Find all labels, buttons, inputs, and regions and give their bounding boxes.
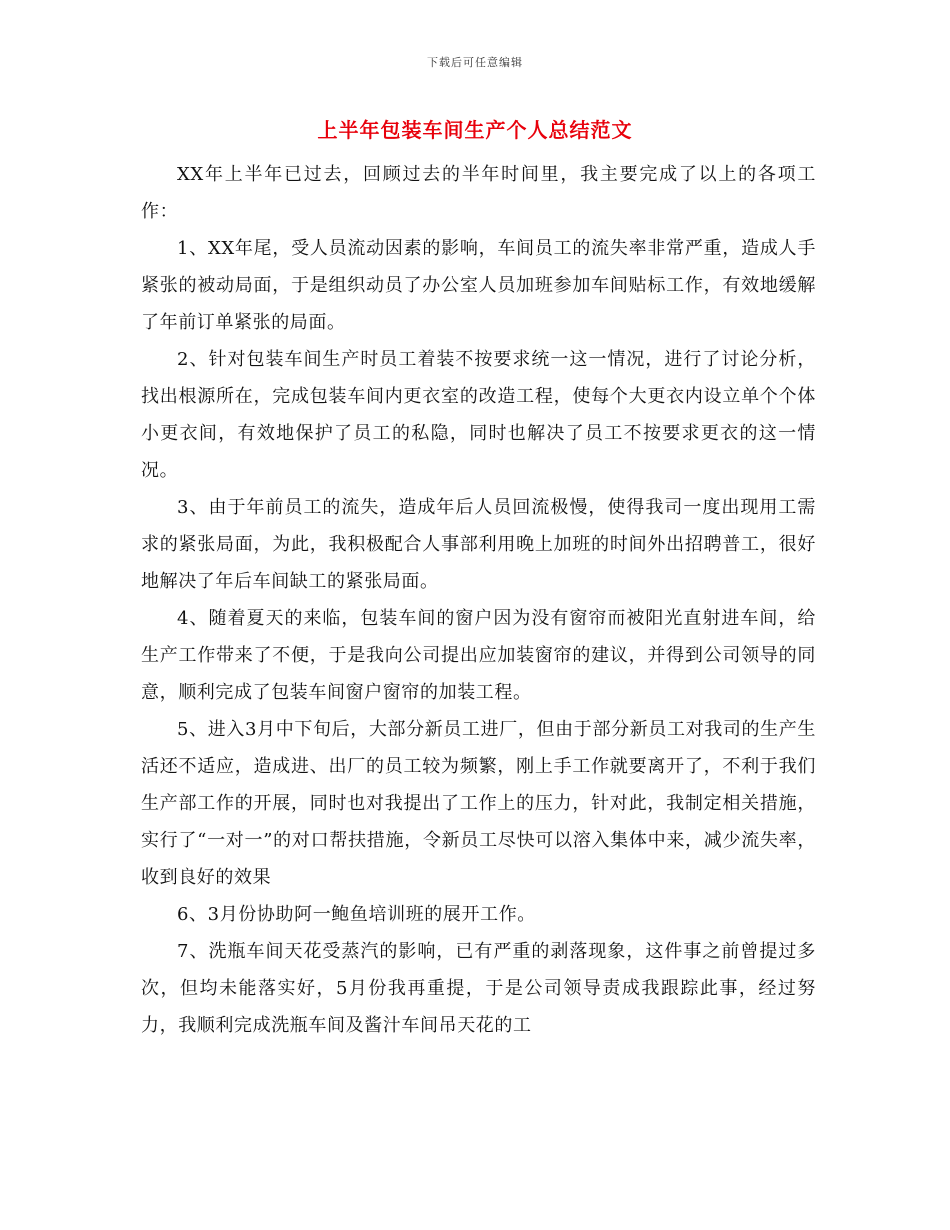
item-2-paragraph: 2、针对包装车间生产时员工着装不按要求统一这一情况，进行了讨论分析，找出根源所在，完成包装车间内更衣室的改造工程，使每个大更衣内设立单个个体小更衣间，有效地保护了员工的私隐，同时也解决了员工不按要求更衣的这一情况。	[141, 349, 816, 481]
intro-paragraph: XX年上半年已过去，回顾过去的半年时间里，我主要完成了以上的各项工作：	[141, 164, 816, 222]
document-title: 上半年包装车间生产个人总结范文	[317, 118, 633, 142]
item-5-paragraph: 5、进入3月中下旬后，大部分新员工进厂，但由于部分新员工对我司的生产生活还不适应，造成进、出厂的员工较为频繁，刚上手工作就要离开了，不利于我们生产部工作的开展，同时也对我提出了工作上的压力，针对此，我制定相关措施，实行了“一对一”的对口帮扶措施，令新员工尽快可以溶入集体中来，减少流失率，收到良好的效果	[141, 719, 816, 888]
page-header-note: 下载后可任意编辑	[427, 56, 523, 69]
item-4-paragraph: 4、随着夏天的来临，包装车间的窗户因为没有窗帘而被阳光直射进车间，给生产工作带来了不便，于是我向公司提出应加装窗帘的建议，并得到公司领导的同意，顺利完成了包装车间窗户窗帘的加装工程。	[141, 608, 816, 703]
document-body	[141, 156, 816, 1044]
item-7-paragraph: 7、洗瓶车间天花受蒸汽的影响，已有严重的剥落现象，这件事之前曾提过多次，但均未能落实好，5月份我再重提，于是公司领导责成我跟踪此事，经过努力，我顺利完成洗瓶车间及酱汁车间吊天花的工	[141, 941, 816, 1036]
item-3-paragraph: 3、由于年前员工的流失，造成年后人员回流极慢，使得我司一度出现用工需求的紧张局面，为此，我积极配合人事部利用晚上加班的时间外出招聘普工，很好地解决了年后车间缺工的紧张局面。	[141, 497, 816, 592]
item-1-paragraph: 1、XX年尾，受人员流动因素的影响，车间员工的流失率非常严重，造成人手紧张的被动局面，于是组织动员了办公室人员加班参加车间贴标工作，有效地缓解了年前订单紧张的局面。	[141, 238, 816, 333]
item-6-paragraph: 6、3月份协助阿一鲍鱼培训班的展开工作。	[177, 904, 536, 925]
